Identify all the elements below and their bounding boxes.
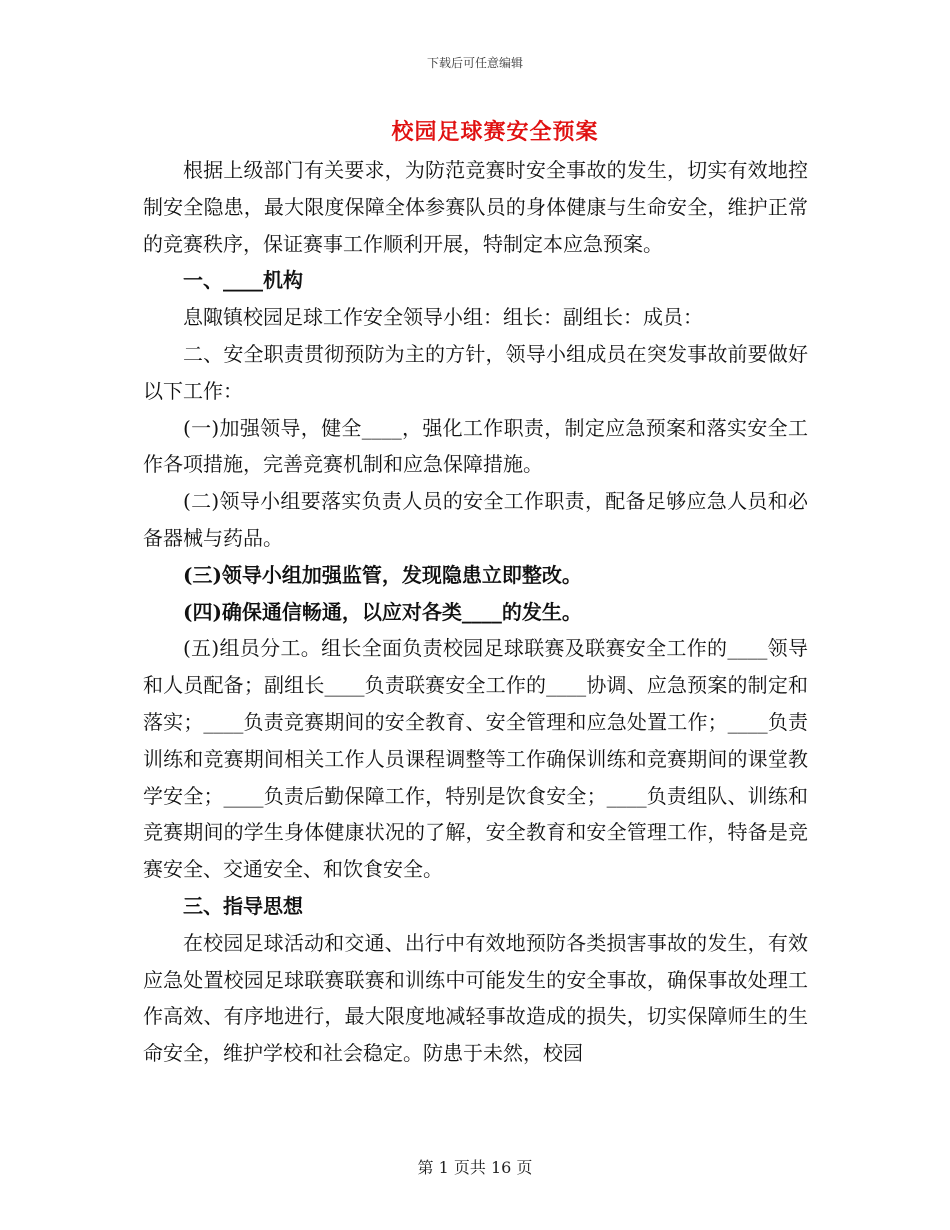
heading-guiding-ideology: 三、指导思想 <box>183 893 303 918</box>
page-number: 第 1 页共 16 页 <box>417 1158 533 1177</box>
paragraph-safety-duties: 二、安全职责贯彻预防为主的方针，领导小组成员在突发事故前要做好以下工作： <box>143 341 808 403</box>
document-title: 校园足球赛安全预案 <box>391 119 599 145</box>
paragraph-item-3: (三)领导小组加强监管，发现隐患立即整改。 <box>183 562 582 587</box>
paragraph-item-1: (一)加强领导，健全____，强化工作职责，制定应急预案和落实安全工作各项措施，完善竞赛机制和应急保障措施。 <box>143 415 808 477</box>
paragraph-intro: 根据上级部门有关要求，为防范竞赛时安全事故的发生，切实有效地控制安全隐患，最大限度保障全体参赛队员的身体健康与生命安全，维护正常的竞赛秩序，保证赛事工作顺利开展，特制定本应急预案。 <box>143 158 808 256</box>
paragraph-item-5: (五)组员分工。组长全面负责校园足球联赛及联赛安全工作的____领导和人员配备；副组长____负责联赛安全工作的____协调、应急预案的制定和落实；____负责竞赛期间的安全教育、安全管理和应急处置工作；____负责训练和竞赛期间相关工作人员课程调整等工作确保训练和竞赛期间的课堂教学安全；____负责后勤保障工作，特别是饮食安全；____负责组队、训练和竞赛期间的学生身体健康状况的了解，安全教育和安全管理工作，特备是竞赛安全、交通安全、和饮食安全。 <box>143 636 808 882</box>
paragraph-guiding-ideology: 在校园足球活动和交通、出行中有效地预防各类损害事故的发生，有效应急处置校园足球联赛联赛和训练中可能发生的安全事故，确保事故处理工作高效、有序地进行，最大限度地减轻事故造成的损失，切实保障师生的生命安全，维护学校和社会稳定。防患于未然，校园 <box>143 930 808 1066</box>
paragraph-item-4: (四)确保通信畅通，以应对各类____的发生。 <box>183 599 582 624</box>
document-body <box>143 152 808 1072</box>
heading-organization: 一、____机构 <box>183 268 303 293</box>
page-header-note: 下载后可任意编辑 <box>426 56 523 70</box>
paragraph-item-2: (二)领导小组要落实负责人员的安全工作职责，配备足够应急人员和必备器械与药品。 <box>143 489 808 550</box>
paragraph-leadership-group: 息陬镇校园足球工作安全领导小组：组长：副组长：成员： <box>183 305 703 330</box>
